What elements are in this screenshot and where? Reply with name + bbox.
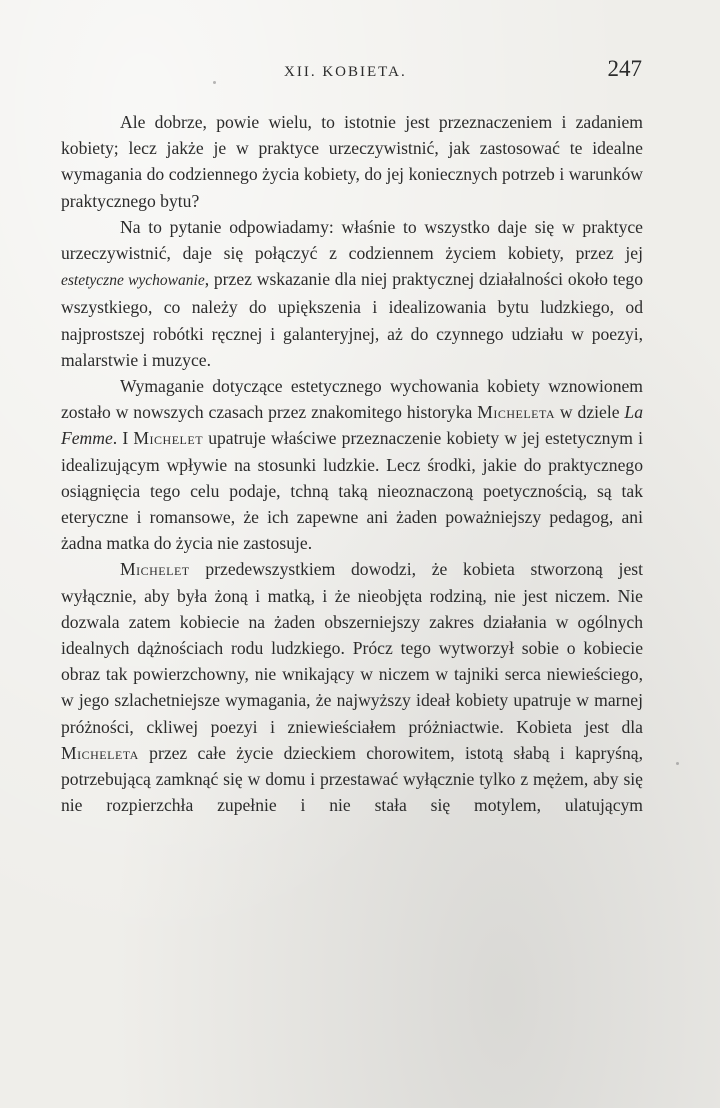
styled-run: Michelet (133, 428, 204, 449)
page-header (60, 56, 650, 88)
body-text (61, 109, 643, 818)
ink-speck (676, 762, 679, 765)
styled-run: estetyczne wychowanie (61, 272, 205, 290)
text-run: upatruje właściwe przeznaczenie kobiety w jej estetycznym i idealizującym wpływie na stosunki ludzkie. Lecz środki, jakie do praktycznego osiągnięcia tego celu podaje, tchną taką nieoznaczoną poetycznością, są tak eteryczne i romansowe, że ich zapewne ani żaden poważniejszy pedagog, ani żadna matka do życia nie zastosuje. (61, 428, 643, 554)
styled-run: La Femme (61, 402, 643, 449)
paragraph (61, 373, 643, 556)
styled-run: Michelet (120, 559, 190, 580)
text-run: Ale dobrze, powie wielu, to istotnie jest przeznaczeniem i zadaniem kobiety; lecz jakże je w praktyce urzeczywistnić, jak zastosować te idealne wymagania do codziennego życia kobiety, do jej koniecznych potrzeb i warunków praktycznego bytu? (61, 112, 643, 211)
text-run: , przez wskazanie dla niej praktycznej działalności około tego wszystkiego, co należy do upiększenia i idealizowania bytu ludzkiego, od najprostszej robótki ręcznej i galanteryjnej, aż do czynnego udziału w poezyi, malarstwie i muzyce. (61, 269, 643, 370)
text-run: przez całe życie dzieckiem chorowitem, istotą słabą i kapryśną, potrzebującą zamknąć się w domu i przestawać wyłącznie tylko z mężem, aby się nie rozpierzchła zupełnie i nie stała się motylem, ulatującym (61, 742, 643, 816)
text-run: Wymaganie dotyczące estetycznego wychowania kobiety wznowionem zostało w nowszych czasach przez znakomitego historyka (61, 376, 643, 423)
running-title: XII. KOBIETA. (284, 64, 407, 80)
text-run: w dziele (555, 402, 625, 423)
styled-run: Micheleta (477, 402, 556, 423)
paragraph (61, 214, 643, 373)
text-run: Na to pytanie odpowiadamy: właśnie to wszystko daje się w praktyce urzeczywistnić, daje się połączyć z codziennem życiem kobiety, przez jej (61, 216, 643, 264)
text-run: . I (112, 428, 134, 449)
ink-speck (213, 81, 216, 84)
paragraph (61, 556, 643, 818)
paragraph (61, 109, 643, 214)
page-number: 247 (607, 56, 642, 81)
styled-run: Micheleta (61, 742, 139, 763)
text-run: przedewszystkiem dowodzi, że kobieta stworzoną jest wyłącznie, aby była żoną i matką, i że nieobjęta rodziną, nie jest niczem. Nie dozwala zatem kobiecie na żaden obszerniejszy zakres działania w ogólnych idealnych dążnościach rodu ludzkiego. Prócz tego wytworzył sobie o kobiecie obraz tak powierzchowny, nie wnikający w niczem w tajniki serca niewieściego, w jego szlachetniejsze wymagania, że najwyższy ideał kobiety upatruje w marnej próżności, ckliwej poezyi i zniewieściałem próżniactwie. Kobieta jest dla (61, 559, 643, 737)
